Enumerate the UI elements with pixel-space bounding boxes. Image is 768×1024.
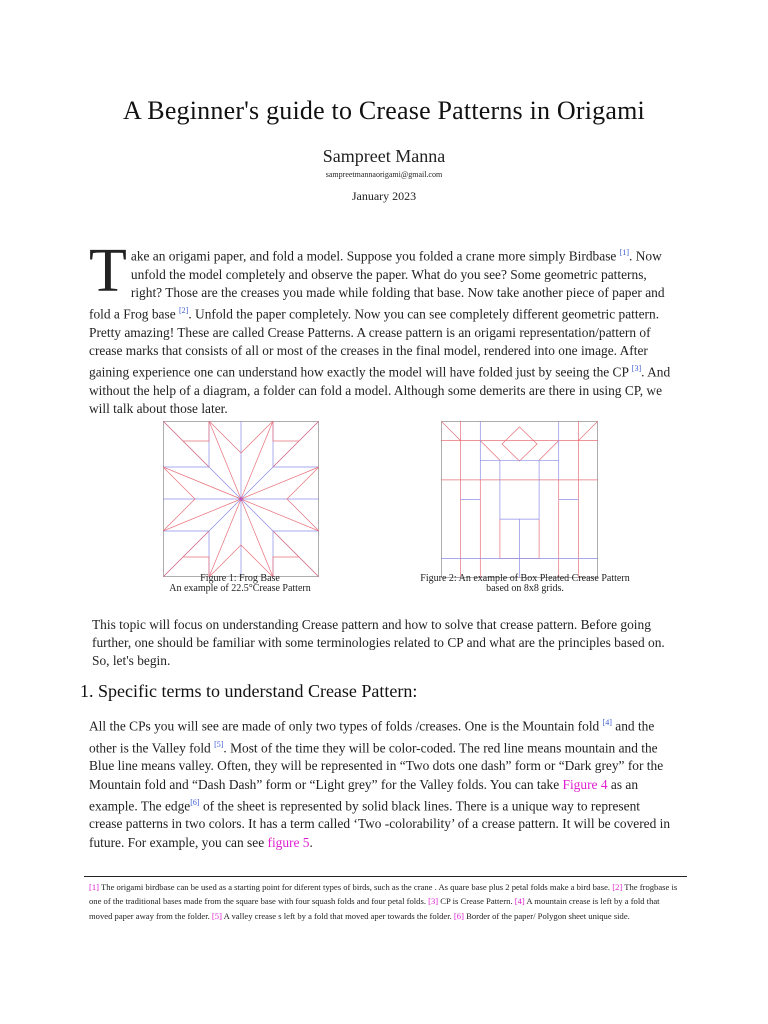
- box-pleated-crease-pattern: [441, 421, 598, 578]
- section-text-4: as an example. The edge: [89, 776, 639, 814]
- ref-5-link[interactable]: [5]: [214, 739, 224, 749]
- section-text-1: All the CPs you will see are made of only two types of folds /creases. One is the Mountain fold: [89, 718, 603, 734]
- footnote-5-text: A valley crease s left by a fold that moved aper towards the folder.: [221, 910, 454, 921]
- section-text-5: of the sheet is represented by solid black lines. There is a unique way to represent crease patterns in two colors. It has a term called ‘Two -colorability’ of a crease pattern. It will be covered in future. For example, you can see: [89, 798, 671, 850]
- figure-1-caption-subtitle: An example of 22.5°Crease Pattern: [169, 583, 311, 594]
- footnote-4-label[interactable]: [4]: [514, 896, 525, 907]
- ref-6-link[interactable]: [6]: [190, 797, 200, 807]
- footnote-6-label[interactable]: [6]: [453, 910, 464, 921]
- ref-4-link[interactable]: [4]: [602, 718, 612, 727]
- intro-text-2: . Now unfold the model completely and observe the paper. What do you see? Some geometric patterns, right? Those are the creases you made while folding that base. Now take another piece of paper and fold a Frog base: [89, 248, 665, 322]
- footnote-5-label[interactable]: [5]: [211, 910, 222, 921]
- section-text-2: and the other is the Valley fold: [89, 718, 655, 756]
- section-text-6: .: [309, 834, 313, 850]
- drop-cap: T: [89, 237, 127, 305]
- footnote-6-text: Border of the paper/ Polygon sheet unique side.: [463, 910, 630, 921]
- author-name: Sampreet Manna: [322, 146, 446, 166]
- intro-text-1: ake an origami paper, and fold a model. Suppose you folded a crane more simply Birdbase: [130, 248, 620, 264]
- intro-text-4: . And without the help of a diagram, a folder can fold a model. Although some demerits are there in using CP, we will talk about those later.: [89, 364, 671, 417]
- ref-3-link[interactable]: [3]: [631, 364, 642, 374]
- frog-base-crease-pattern: [163, 421, 319, 577]
- footnote-1-label[interactable]: [1]: [89, 882, 100, 892]
- footnote-4-text: A mountain crease is left by a fold that moved paper away from the folder.: [89, 896, 660, 921]
- section-paragraph: [89, 714, 675, 852]
- figure-4-link[interactable]: Figure 4: [562, 776, 608, 792]
- footnotes: [89, 880, 681, 923]
- footnote-1-text: The origami birdbase can be used as a starting point for diferent types of birds, such as the crane . As quare base plus 2 petal folds make a bird base.: [99, 882, 613, 892]
- ref-1-link[interactable]: [1]: [619, 248, 630, 257]
- figure-1-caption: [130, 574, 350, 594]
- figure-2-caption-subtitle: based on 8x8 grids.: [486, 583, 564, 594]
- section-text-3: . Most of the time they will be color-coded. The red line means mountain and the Blue line means valley. Often, they will be represented in “Two dots one dash” form or “Dark grey” for the Mountain fold and “Dash Dash” form or “Light grey” for the Valley folds. You can take: [89, 740, 664, 792]
- page-title: A Beginner's guide to Crease Patterns in Origami: [123, 96, 645, 125]
- publication-date: January 2023: [351, 189, 417, 203]
- topic-paragraph: This topic will focus on understanding Crease pattern and how to solve that crease pattern. Before going further, one should be familiar with some terminologies related to CP and what are the principles based on. So, let's begin.: [92, 617, 665, 669]
- intro-text-3: . Unfold the paper completely. Now you can see completely different geometric pattern. Pretty amazing! These are called Crease Patterns. A crease pattern is an origami representation/pattern of crease marks that consists of all or most of the creases in the final model, rendered into one image. After gaining experience one can understand how exactly the model will have folded just by seeing the CP: [89, 306, 660, 380]
- section-heading: 1. Specific terms to understand Crease Pattern:: [80, 681, 418, 701]
- ref-2-link[interactable]: [2]: [179, 306, 189, 316]
- footnote-divider: [84, 876, 687, 877]
- figure-5-link[interactable]: figure 5: [267, 834, 310, 850]
- author-email[interactable]: sampreetmannaorigami@gmail.com: [325, 170, 443, 179]
- footnote-2-text: The frogbase is one of the traditional bases made from the square base with four squash folds and four petal folds.: [89, 882, 678, 907]
- figure-2-caption-title: Figure 2: An example of Box Pleated Crease Pattern: [420, 573, 630, 584]
- valley-creases: [441, 421, 598, 578]
- intro-paragraph: [89, 237, 671, 418]
- footnote-3-text: CP is Crease Pattern.: [438, 896, 515, 907]
- figure-1-caption-title: Figure 1: Frog Base: [200, 573, 280, 584]
- figure-2-caption: [400, 574, 650, 594]
- footnote-3-label[interactable]: [3]: [428, 896, 439, 907]
- footnote-2-label[interactable]: [2]: [612, 882, 623, 892]
